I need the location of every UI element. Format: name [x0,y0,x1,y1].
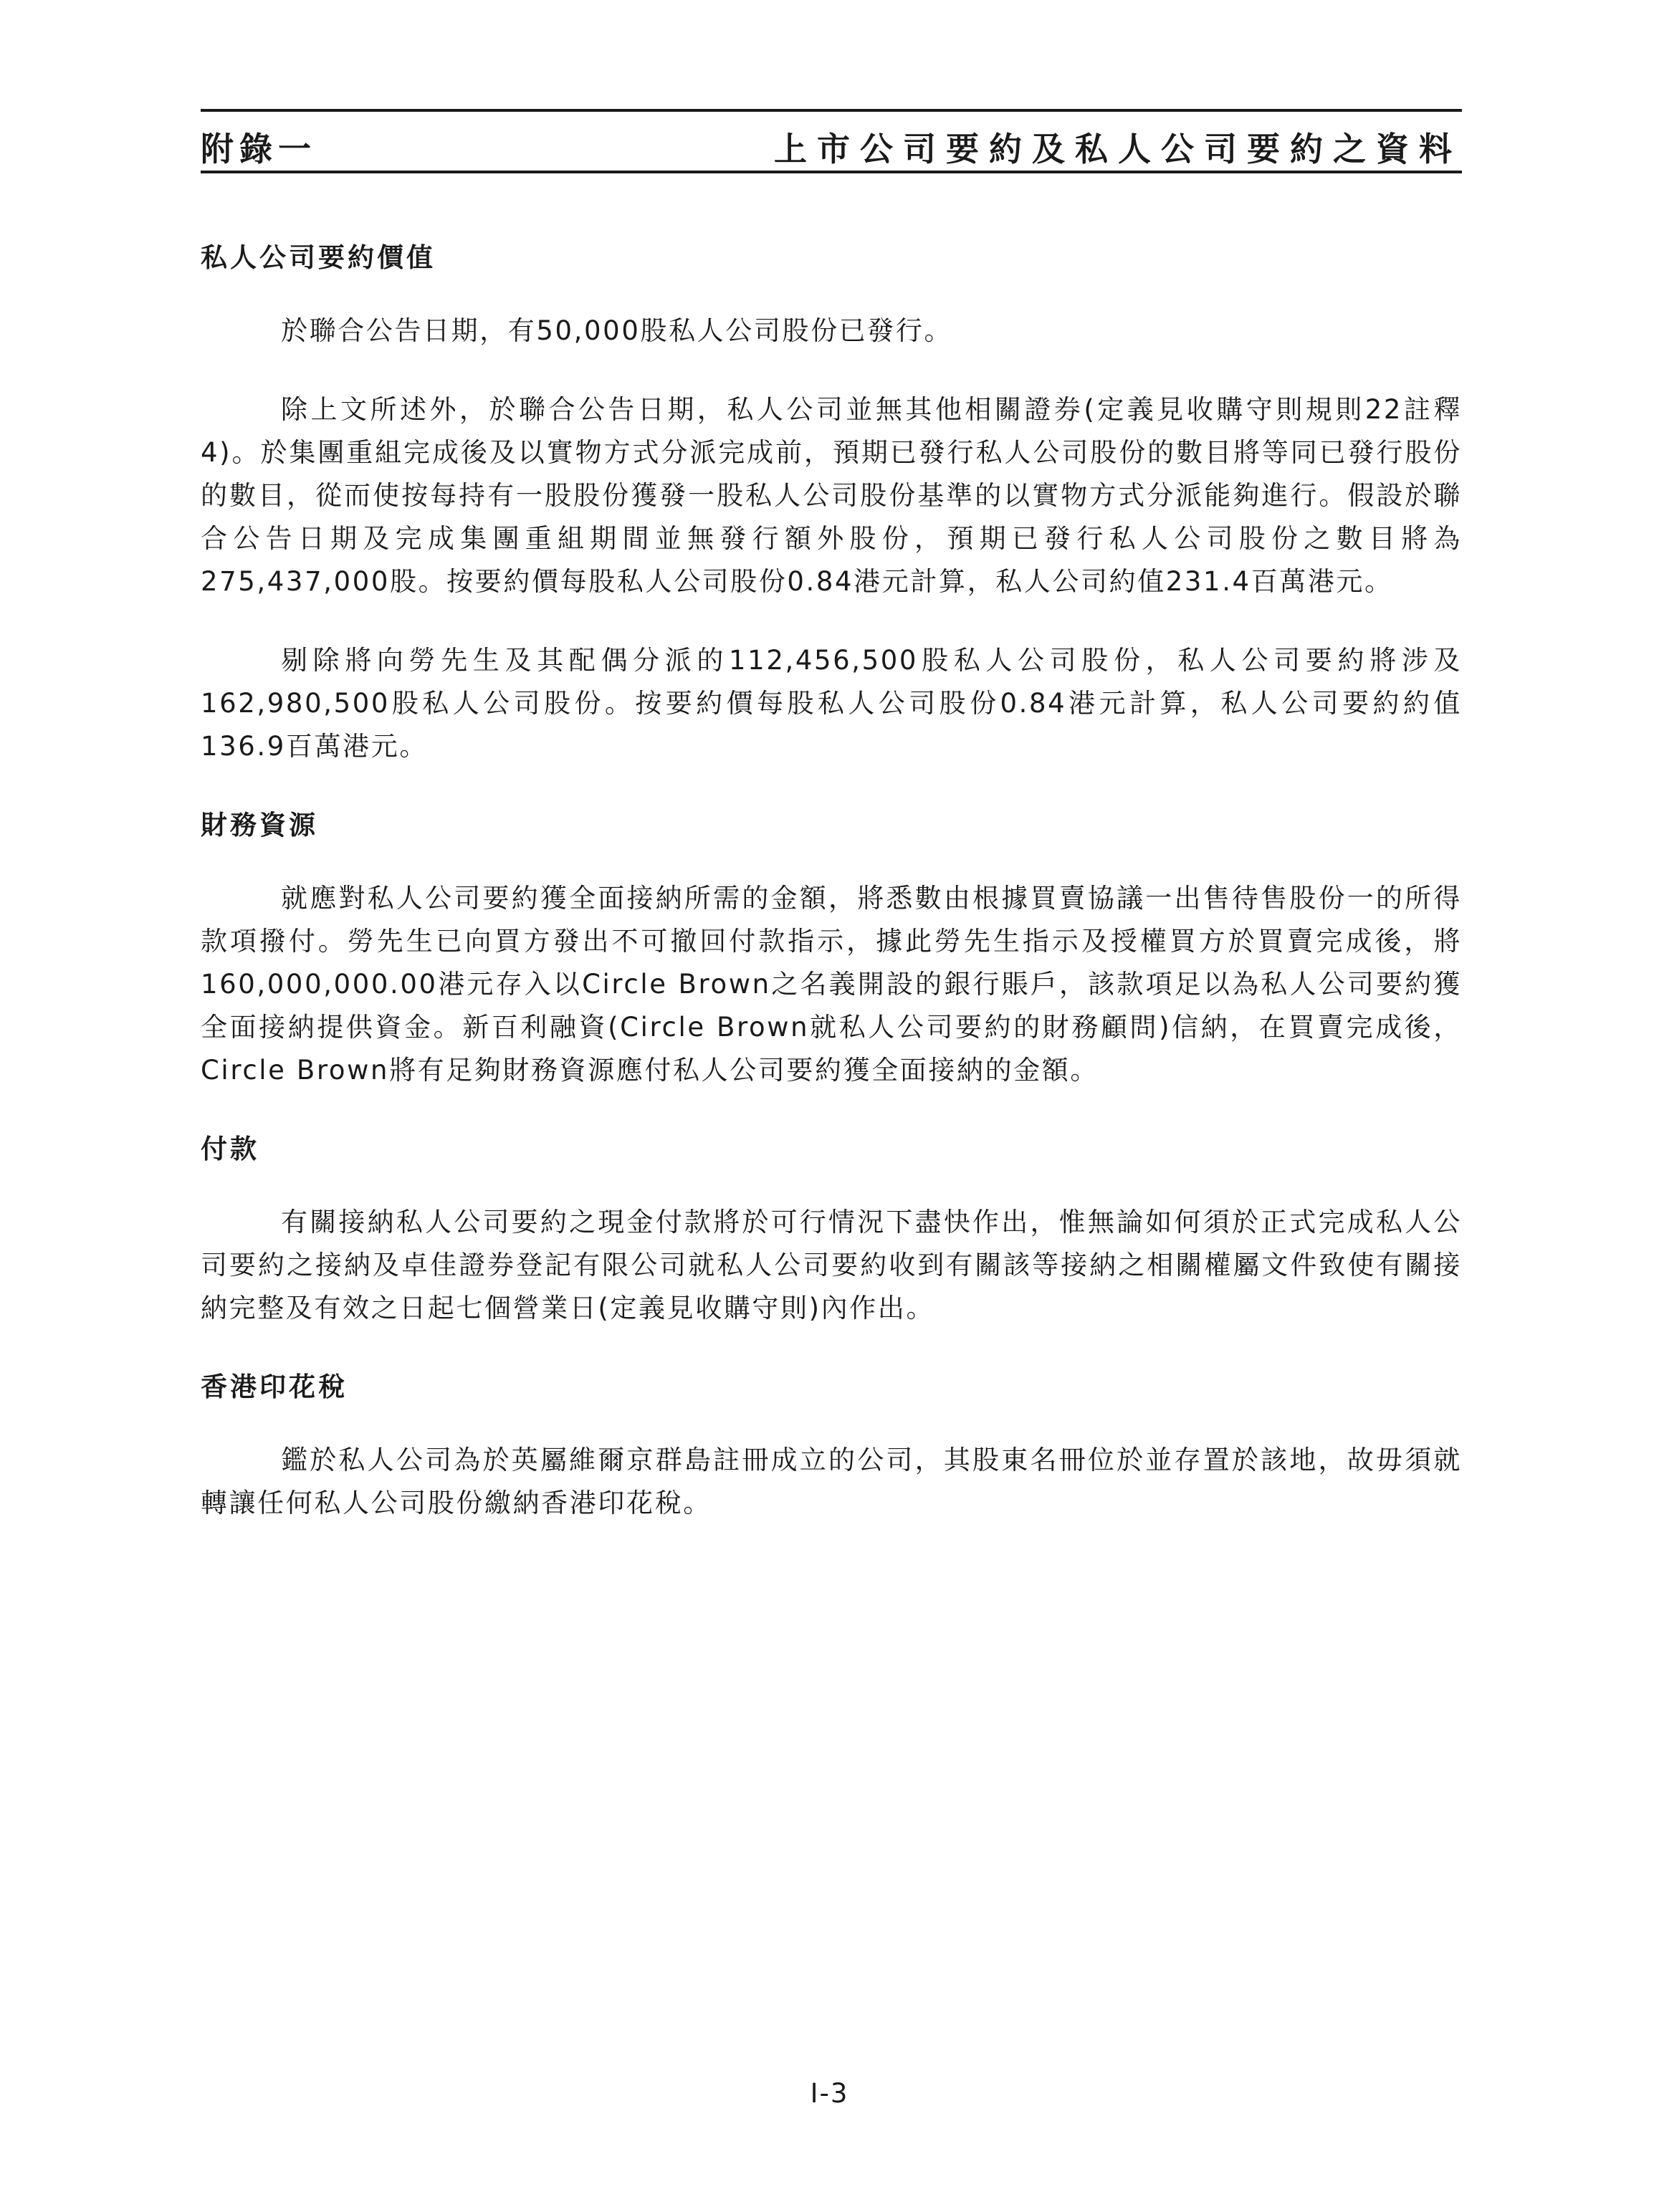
section-title: 付款 [201,1134,259,1164]
paragraph: 鑑於私人公司為於英屬維爾京群島註冊成立的公司，其股東名冊位於並存置於該地，故毋須就轉讓任何私人公司股份繳納香港印花稅。 [201,1445,1462,1518]
paragraph: 除上文所述外，於聯合公告日期，私人公司並無其他相關證券(定義見收購守則規則22註釋4)。於集團重組完成後及以實物方式分派完成前，預期已發行私人公司股份的數目將等同已發行股份的數目，從而使按每持有一股股份獲發一股私人公司股份基準的以實物方式分派能夠進行。假設於聯合公告日期及完成集團重組期間並無發行額外股份，預期已發行私人公司股份之數目將為275,437,000股。按要約價每股私人公司股份0.84港元計算，私人公司約值231.4百萬港元。 [201,394,1462,597]
section-offer-value [201,236,1462,768]
paragraph: 於聯合公告日期，有50,000股私人公司股份已發行。 [281,315,953,346]
section-title: 私人公司要約價值 [201,242,436,273]
paragraph: 剔除將向勞先生及其配偶分派的112,456,500股私人公司股份，私人公司要約將涉及162,980,500股私人公司股份。按要約價每股私人公司股份0.84港元計算，私人公司要約約值136.9百萬港元。 [201,645,1462,762]
paragraph: 有關接納私人公司要約之現金付款將於可行情況下盡快作出，惟無論如何須於正式完成私人公司要約之接納及卓佳證券登記有限公司就私人公司要約收到有關該等接納之相關權屬文件致使有關接納完整及有效之日起七個營業日(定義見收購守則)內作出。 [201,1207,1462,1323]
section-title: 財務資源 [201,810,318,841]
section-payment [201,1128,1462,1330]
page-number: I-3 [810,2078,849,2109]
document-body [201,215,1462,1561]
section-title: 香港印花稅 [201,1371,348,1402]
appendix-label: 附錄一 [201,130,317,168]
paragraph: 就應對私人公司要約獲全面接納所需的金額，將悉數由根據買賣協議一出售待售股份一的所得款項撥付。勞先生已向買方發出不可撤回付款指示，據此勞先生指示及授權買方於買賣完成後，將160,000,000.00港元存入以Circle Brown之名義開設的銀行賬戶，該款項足以為私人公司要約獲全面接納提供資金。新百利融資(Circle Brown就私人公司要約的財務顧問)信納，在買賣完成後，Circle Brown將有足夠財務資源應付私人公司要約獲全面接納的金額。 [201,883,1462,1086]
section-stamp-duty [201,1366,1462,1525]
page-header [201,109,1462,173]
section-financial-resources [201,804,1462,1092]
appendix-title: 上市公司要約及私人公司要約之資料 [774,130,1462,168]
